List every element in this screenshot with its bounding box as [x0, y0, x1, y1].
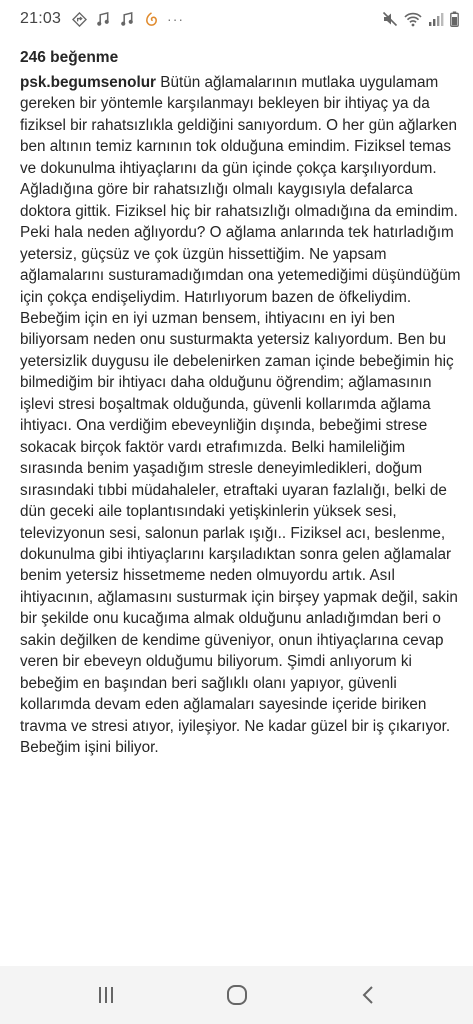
back-button[interactable]	[348, 975, 388, 1015]
music-icon	[119, 11, 135, 27]
home-icon	[226, 984, 248, 1006]
caption-paragraph	[20, 72, 465, 222]
wifi-icon	[404, 11, 422, 27]
caption-text-first: Bütün ağlamalarının mutlaka uygulamam gereken bir yöntemle karşılanmayı bekleyen bir ihtiyaç ya da fiziksel bir rahatsızlıkla geldiğini sanıyordum. O her gün ağlarken ben altının temiz karnının tok olduğuna emindim. Fiziksel temas ve dokunulma ihtiyaçlarını da gün içinde çokça karşılıyordum. Ağladığına göre bir rahatsızlığı olmalı kaygısıyla defalarca doktora gittik. Fiziksel hiç bir rahatsızlığı olmadığına da emindim.	[20, 74, 458, 220]
back-icon	[361, 985, 375, 1005]
status-left-icons	[71, 11, 184, 27]
username-link[interactable]: psk.begumsenolur	[20, 74, 156, 91]
swirl-notification-icon	[143, 11, 159, 27]
more-icon: ···	[167, 11, 185, 27]
status-right-icons	[382, 11, 459, 27]
recent-apps-icon	[96, 986, 116, 1004]
battery-icon	[450, 11, 459, 27]
status-bar	[0, 0, 473, 38]
home-button[interactable]	[217, 975, 257, 1015]
status-time: 21:03	[20, 10, 62, 27]
post-content	[20, 46, 465, 759]
system-navigation-bar	[0, 966, 473, 1024]
mute-icon	[382, 11, 398, 27]
recent-apps-button[interactable]	[86, 975, 126, 1015]
signal-icon	[428, 11, 444, 27]
navigation-icon	[71, 11, 87, 27]
caption-text-second: Peki hala neden ağlıyordu? O ağlama anlarında tek hatırladığım yetersiz, güçsüz ve çok üzgün hissettiğim. Ne yapsam ağlamalarını susturamadığımdan ona yetemediğimi düşündüğüm için çokça endişeliydim. Hatırlıyorum bazen de öfkeliydim. Bebeğim için en iyi uzman bensem, ihtiyacını en iyi ben biliyorsam neden onu susturmakta yetersiz kalıyordum. Ben bu yetersizlik duygusu ile debelenirken zaman içinde bebeğimin hiç bilmediğim bir ihtiyacı daha olduğunu öğrendim; ağlamasının işlevi stresi boşaltmak olduğunda, güvenli kollarımda ağlama ihtiyacı. Ona verdiğim ebeveynliğin dışında, bebeğimi strese sokacak birçok faktör vardı etrafımızda. Belki hamileliğim sırasında benim yaşadığım stresle deneyimledikleri, doğum sırasındaki tıbbi müdahaleler, etraftaki uyaran fazlalığı, belki de dün geceki aile toplantısındaki yetişkinlerin yüksek sesi, televizyonun sesi, salonun parlak ışığı.. Fiziksel acı, beslenme, dokunulma gibi ihtiyaçlarını karşıladıktan sonra gelen ağlamalar benim yetersiz hissetmeme neden olmuyordu artık. Asıl ihtiyacının, ağlamasını susturmak için birşey yapmak değil, sakin bir şekilde onu kucağıma almak olduğunu anladığımdan beri o sakin değilken de kendime güveniyor, onun ihtiyaçlarına cevap veren bir ebeveyn olduğumu biliyorum. Şimdi anlıyorum ki bebeğim en başından beri sağlıklı olanı yapıyor, güvenli kollarımda devam eden ağlamaları sayesinde içeride biriken travma ve stresi atıyor, iyileşiyor. Ne kadar güzel bir iş çıkarıyor. Bebeğim işini biliyor.	[20, 224, 461, 757]
post-caption	[20, 72, 465, 759]
music-icon	[95, 11, 111, 27]
likes-count[interactable]: 246 beğenme	[20, 49, 119, 66]
